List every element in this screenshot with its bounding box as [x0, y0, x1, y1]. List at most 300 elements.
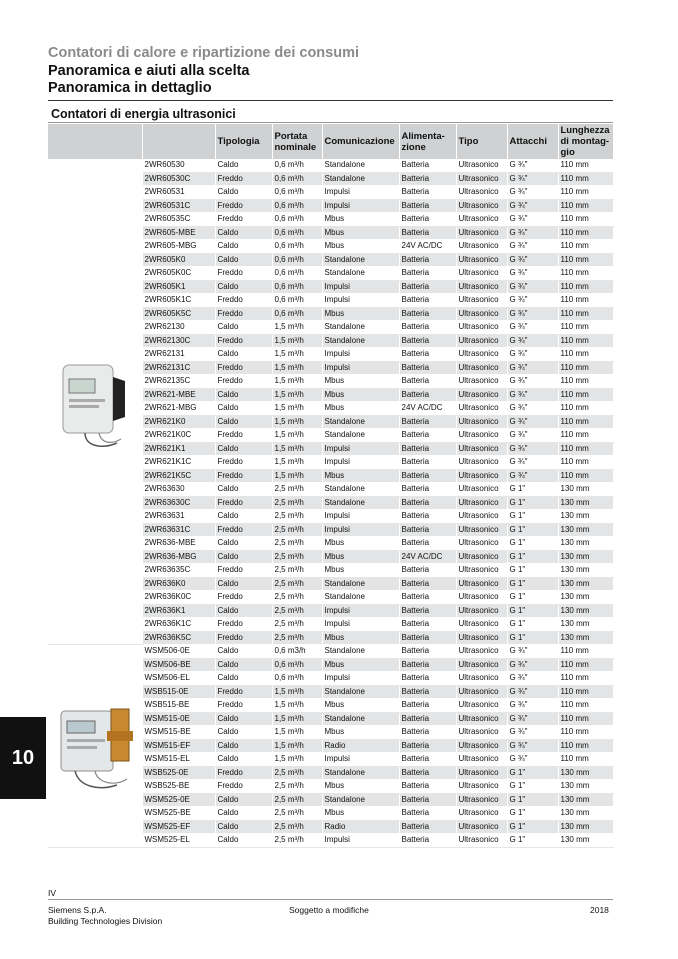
table-cell: 1,5 m³/h [272, 415, 322, 429]
table-cell: Ultrasonico [456, 280, 507, 294]
table-cell: 130 mm [558, 807, 613, 821]
table-cell: Batteria [399, 442, 456, 456]
table-cell: G ¾" [507, 415, 558, 429]
table-cell: Batteria [399, 267, 456, 281]
footer-division: Building Technologies Division [48, 916, 163, 926]
table-cell: 110 mm [558, 442, 613, 456]
table-cell: G ¾" [507, 429, 558, 443]
table-cell: 110 mm [558, 294, 613, 308]
table-header-row [48, 124, 613, 159]
table-cell: G ¾" [507, 226, 558, 240]
table-cell: Ultrasonico [456, 510, 507, 524]
table-cell: Freddo [215, 685, 272, 699]
table-cell: Caldo [215, 577, 272, 591]
table-cell: Mbus [322, 388, 399, 402]
table-cell: G 1" [507, 618, 558, 632]
product-code-cell: WSB515-BE [142, 699, 215, 713]
table-cell: 1,5 m³/h [272, 388, 322, 402]
table-cell: Batteria [399, 510, 456, 524]
table-cell: Standalone [322, 766, 399, 780]
table-cell: Freddo [215, 334, 272, 348]
table-cell: 2,5 m³/h [272, 766, 322, 780]
table-cell: Freddo [215, 564, 272, 578]
header-cell: Attacchi [507, 124, 558, 159]
table-body [48, 159, 613, 847]
table-cell: Batteria [399, 523, 456, 537]
section-title: Contatori di energia ultrasonici [51, 107, 236, 121]
table-cell: 130 mm [558, 523, 613, 537]
table-cell: Caldo [215, 658, 272, 672]
table-cell: G ¾" [507, 753, 558, 767]
table-cell: 0,6 m³/h [272, 159, 322, 172]
table-cell: 110 mm [558, 226, 613, 240]
table-cell: 110 mm [558, 672, 613, 686]
table-cell: Ultrasonico [456, 793, 507, 807]
table-cell: Freddo [215, 375, 272, 389]
table-cell: G ¾" [507, 726, 558, 740]
header-cell: Tipologia [215, 124, 272, 159]
table-cell: G ¾" [507, 348, 558, 362]
table-cell: 2,5 m³/h [272, 483, 322, 497]
table-cell: Ultrasonico [456, 577, 507, 591]
table-cell: 1,5 m³/h [272, 469, 322, 483]
table-cell: 110 mm [558, 172, 613, 186]
table-cell: 110 mm [558, 726, 613, 740]
table-cell: Ultrasonico [456, 226, 507, 240]
table-cell: G 1" [507, 564, 558, 578]
table-cell: Ultrasonico [456, 483, 507, 497]
table-cell: 110 mm [558, 388, 613, 402]
table-cell: Batteria [399, 604, 456, 618]
product-code-cell: 2WR636K0 [142, 577, 215, 591]
table-cell: 0,6 m³/h [272, 240, 322, 254]
table-cell: Impulsi [322, 348, 399, 362]
table-cell: Caldo [215, 537, 272, 551]
table-cell: Standalone [322, 577, 399, 591]
table-cell: Ultrasonico [456, 321, 507, 335]
table-cell: G ¾" [507, 172, 558, 186]
table-cell: Caldo [215, 726, 272, 740]
table-cell: Impulsi [322, 618, 399, 632]
table-cell: Standalone [322, 334, 399, 348]
table-cell: Ultrasonico [456, 240, 507, 254]
product-code-cell: WSM525-BE [142, 807, 215, 821]
table-cell: Batteria [399, 793, 456, 807]
table-cell: Batteria [399, 564, 456, 578]
table-cell: Caldo [215, 280, 272, 294]
table-cell: 110 mm [558, 321, 613, 335]
table-cell: Freddo [215, 361, 272, 375]
table-cell: Ultrasonico [456, 820, 507, 834]
table-cell: Radio [322, 820, 399, 834]
table-cell: Freddo [215, 294, 272, 308]
table-cell: Batteria [399, 334, 456, 348]
table-cell: G 1" [507, 510, 558, 524]
table-cell: Caldo [215, 388, 272, 402]
table-cell: Ultrasonico [456, 523, 507, 537]
table-cell: Impulsi [322, 604, 399, 618]
table-cell: Caldo [215, 820, 272, 834]
table-cell: 110 mm [558, 739, 613, 753]
table-cell: Ultrasonico [456, 604, 507, 618]
document-title-line1: Panoramica e aiuti alla scelta [48, 63, 250, 79]
table-cell: Ultrasonico [456, 267, 507, 281]
table-cell: Ultrasonico [456, 726, 507, 740]
table-cell: 130 mm [558, 564, 613, 578]
table-cell: Standalone [322, 253, 399, 267]
table-cell: 0,6 m³/h [272, 199, 322, 213]
table-cell: Ultrasonico [456, 834, 507, 848]
table-cell: Ultrasonico [456, 753, 507, 767]
table-cell: Standalone [322, 483, 399, 497]
table-cell: Ultrasonico [456, 618, 507, 632]
table-cell: 110 mm [558, 469, 613, 483]
table-cell: G ¾" [507, 199, 558, 213]
table-cell: Freddo [215, 631, 272, 645]
table-cell: 2,5 m³/h [272, 496, 322, 510]
table-cell: Caldo [215, 510, 272, 524]
table-cell: 1,5 m³/h [272, 685, 322, 699]
table-cell: Ultrasonico [456, 199, 507, 213]
table-cell: G 1" [507, 591, 558, 605]
table-cell: 1,5 m³/h [272, 442, 322, 456]
table-cell: G 1" [507, 537, 558, 551]
table-cell: Freddo [215, 307, 272, 321]
table-cell: G ¾" [507, 253, 558, 267]
table-cell: 2,5 m³/h [272, 807, 322, 821]
table-cell: 1,5 m³/h [272, 429, 322, 443]
table-cell: Freddo [215, 456, 272, 470]
product-code-cell: WSM506-0E [142, 645, 215, 659]
table-cell: Mbus [322, 631, 399, 645]
table-cell: 2,5 m³/h [272, 523, 322, 537]
table-cell: 1,5 m³/h [272, 726, 322, 740]
table-cell: 110 mm [558, 280, 613, 294]
chapter-tab: 10 [0, 717, 46, 799]
table-cell: G ¾" [507, 739, 558, 753]
table-cell: Standalone [322, 415, 399, 429]
table-cell: Impulsi [322, 442, 399, 456]
table-cell: 2,5 m³/h [272, 618, 322, 632]
table-cell: 110 mm [558, 361, 613, 375]
table-cell: Impulsi [322, 456, 399, 470]
table-cell: G ¾" [507, 334, 558, 348]
table-cell: 110 mm [558, 334, 613, 348]
table-cell: G 1" [507, 793, 558, 807]
table-cell: 2,5 m³/h [272, 591, 322, 605]
page-number: IV [48, 888, 57, 898]
product-code-cell: WSB525-0E [142, 766, 215, 780]
table-cell: G ¾" [507, 294, 558, 308]
product-code-cell: WSM515-EL [142, 753, 215, 767]
table-cell: Batteria [399, 429, 456, 443]
table-cell: 2,5 m³/h [272, 793, 322, 807]
table-cell: Batteria [399, 213, 456, 227]
table-cell: Batteria [399, 699, 456, 713]
header-cell: Alimenta-zione [399, 124, 456, 159]
table-cell: G 1" [507, 577, 558, 591]
table-cell: Batteria [399, 753, 456, 767]
product-code-cell: WSM515-BE [142, 726, 215, 740]
table-cell: 0,6 m³/h [272, 253, 322, 267]
header-image-cell [48, 124, 142, 159]
table-cell: Caldo [215, 253, 272, 267]
table-cell: Batteria [399, 739, 456, 753]
table-cell: Caldo [215, 739, 272, 753]
product-code-cell: WSB525-BE [142, 780, 215, 794]
table-cell: 130 mm [558, 780, 613, 794]
table-cell: 130 mm [558, 483, 613, 497]
table-cell: 1,5 m³/h [272, 712, 322, 726]
table-cell: 2,5 m³/h [272, 550, 322, 564]
table-cell: 110 mm [558, 429, 613, 443]
header-code-cell [142, 124, 215, 159]
table-cell: Batteria [399, 172, 456, 186]
table-cell: 110 mm [558, 199, 613, 213]
table-cell: Batteria [399, 361, 456, 375]
table-cell: Batteria [399, 307, 456, 321]
product-code-cell: 2WR60530C [142, 172, 215, 186]
table-cell: Standalone [322, 267, 399, 281]
footer-company: Siemens S.p.A. [48, 905, 107, 915]
table-cell: Caldo [215, 604, 272, 618]
table-cell: 1,5 m³/h [272, 739, 322, 753]
table-cell: Ultrasonico [456, 159, 507, 172]
product-code-cell: 2WR621K5C [142, 469, 215, 483]
table-cell: Batteria [399, 456, 456, 470]
table-cell: 0,6 m³/h [272, 307, 322, 321]
table-cell: 110 mm [558, 753, 613, 767]
table-cell: G 1" [507, 807, 558, 821]
table-cell: 2,5 m³/h [272, 780, 322, 794]
table-cell: Ultrasonico [456, 469, 507, 483]
table-cell: G ¾" [507, 672, 558, 686]
table-cell: Freddo [215, 267, 272, 281]
header-cell: Tipo [456, 124, 507, 159]
product-code-cell: 2WR605K1C [142, 294, 215, 308]
table-cell: 110 mm [558, 186, 613, 200]
table-cell: Caldo [215, 226, 272, 240]
table-cell: Batteria [399, 631, 456, 645]
table-cell: Ultrasonico [456, 456, 507, 470]
table-cell: Freddo [215, 523, 272, 537]
table-cell: Ultrasonico [456, 591, 507, 605]
table-cell: Batteria [399, 280, 456, 294]
table-cell: 0,6 m³/h [272, 226, 322, 240]
product-code-cell: WSM525-0E [142, 793, 215, 807]
table-cell: 110 mm [558, 375, 613, 389]
table-cell: 0,6 m³/h [272, 280, 322, 294]
product-code-cell: 2WR60531 [142, 186, 215, 200]
table-cell: Ultrasonico [456, 699, 507, 713]
table-cell: Ultrasonico [456, 739, 507, 753]
table-cell: Batteria [399, 415, 456, 429]
header-cell: Lunghezza di montag-gio [558, 124, 613, 159]
table-cell: Caldo [215, 402, 272, 416]
table-cell: 1,5 m³/h [272, 699, 322, 713]
product-code-cell: 2WR63635C [142, 564, 215, 578]
table-cell: 130 mm [558, 793, 613, 807]
table-cell: G ¾" [507, 699, 558, 713]
table-cell: Batteria [399, 577, 456, 591]
table-cell: Caldo [215, 645, 272, 659]
table-cell: Ultrasonico [456, 685, 507, 699]
table-cell: Freddo [215, 496, 272, 510]
table-cell: Radio [322, 739, 399, 753]
table-cell: 24V AC/DC [399, 240, 456, 254]
table-cell: Standalone [322, 496, 399, 510]
table-cell: Caldo [215, 672, 272, 686]
table-cell: Impulsi [322, 294, 399, 308]
table-cell: Freddo [215, 618, 272, 632]
table-cell: G 1" [507, 604, 558, 618]
table-cell: Impulsi [322, 834, 399, 848]
product-image-cell [48, 159, 142, 645]
table-cell: G ¾" [507, 442, 558, 456]
table-cell: 0,6 m³/h [272, 267, 322, 281]
table-cell: Batteria [399, 496, 456, 510]
table-cell: 130 mm [558, 591, 613, 605]
table-row [48, 159, 613, 172]
table-cell: Mbus [322, 537, 399, 551]
table-cell: Impulsi [322, 510, 399, 524]
section-rule [48, 122, 613, 123]
table-cell: 2,5 m³/h [272, 510, 322, 524]
product-code-cell: 2WR636K1C [142, 618, 215, 632]
table-cell: Freddo [215, 699, 272, 713]
table-cell: 110 mm [558, 645, 613, 659]
product-code-cell: WSB515-0E [142, 685, 215, 699]
table-cell: Freddo [215, 591, 272, 605]
footer-note: Soggetto a modifiche [289, 905, 369, 915]
table-cell: Impulsi [322, 753, 399, 767]
table-cell: Batteria [399, 658, 456, 672]
table-cell: Ultrasonico [456, 631, 507, 645]
table-cell: Caldo [215, 712, 272, 726]
table-cell: 0,6 m3/h [272, 645, 322, 659]
table-cell: Ultrasonico [456, 361, 507, 375]
table-cell: 130 mm [558, 496, 613, 510]
product-code-cell: WSM525-EF [142, 820, 215, 834]
table-cell: Mbus [322, 375, 399, 389]
table-cell: Batteria [399, 672, 456, 686]
table-cell: 110 mm [558, 267, 613, 281]
table-cell: Batteria [399, 685, 456, 699]
table-cell: Batteria [399, 834, 456, 848]
table-cell: 2,5 m³/h [272, 564, 322, 578]
header-cell: Comunicazione [322, 124, 399, 159]
table-cell: Ultrasonico [456, 766, 507, 780]
table-cell: Ultrasonico [456, 658, 507, 672]
table-cell: Ultrasonico [456, 807, 507, 821]
document-title-line2: Panoramica in dettaglio [48, 80, 212, 96]
table-cell: Batteria [399, 537, 456, 551]
table-cell: Batteria [399, 807, 456, 821]
table-cell: Ultrasonico [456, 537, 507, 551]
table-cell: 110 mm [558, 307, 613, 321]
table-cell: Freddo [215, 213, 272, 227]
table-cell: Caldo [215, 321, 272, 335]
table-cell: 110 mm [558, 712, 613, 726]
table-cell: 0,6 m³/h [272, 213, 322, 227]
table-cell: G ¾" [507, 361, 558, 375]
product-code-cell: WSM525-EL [142, 834, 215, 848]
table-cell: Mbus [322, 780, 399, 794]
table-cell: G 1" [507, 780, 558, 794]
table-cell: G 1" [507, 483, 558, 497]
table-cell: Standalone [322, 685, 399, 699]
table-cell: Impulsi [322, 361, 399, 375]
product-code-cell: 2WR60535C [142, 213, 215, 227]
table-cell: Mbus [322, 213, 399, 227]
footer-year: 2018 [590, 905, 609, 915]
table-cell: G ¾" [507, 307, 558, 321]
product-image-cell [48, 645, 142, 848]
table-cell: G 1" [507, 631, 558, 645]
table-cell: Ultrasonico [456, 388, 507, 402]
table-cell: Mbus [322, 402, 399, 416]
table-cell: 2,5 m³/h [272, 604, 322, 618]
table-cell: Ultrasonico [456, 415, 507, 429]
table-cell: Ultrasonico [456, 429, 507, 443]
table-cell: G ¾" [507, 469, 558, 483]
table-cell: Ultrasonico [456, 307, 507, 321]
table-cell: G ¾" [507, 645, 558, 659]
table-cell: 1,5 m³/h [272, 456, 322, 470]
product-code-cell: 2WR63630C [142, 496, 215, 510]
table-cell: 0,6 m³/h [272, 172, 322, 186]
table-cell: 110 mm [558, 348, 613, 362]
table-cell: Ultrasonico [456, 172, 507, 186]
table-cell: Caldo [215, 793, 272, 807]
table-cell: 24V AC/DC [399, 550, 456, 564]
table-cell: 110 mm [558, 658, 613, 672]
product-code-cell: 2WR60531C [142, 199, 215, 213]
table-cell: 110 mm [558, 699, 613, 713]
table-cell: Freddo [215, 172, 272, 186]
product-code-cell: 2WR605K0C [142, 267, 215, 281]
table-cell: 130 mm [558, 766, 613, 780]
table-cell: Ultrasonico [456, 294, 507, 308]
table-cell: Mbus [322, 726, 399, 740]
product-code-cell: WSM515-0E [142, 712, 215, 726]
table-cell: Batteria [399, 469, 456, 483]
product-code-cell: 2WR63631C [142, 523, 215, 537]
table-cell: Batteria [399, 712, 456, 726]
table-cell: 130 mm [558, 631, 613, 645]
table-cell: Caldo [215, 442, 272, 456]
table-cell: 130 mm [558, 537, 613, 551]
table-cell: Caldo [215, 550, 272, 564]
header-rule [48, 100, 613, 101]
ultrasonic-heat-meter-wsm-image [48, 691, 142, 801]
table-cell: G ¾" [507, 321, 558, 335]
product-code-cell: 2WR62130C [142, 334, 215, 348]
product-code-cell: 2WR63631 [142, 510, 215, 524]
product-code-cell: 2WR60530 [142, 159, 215, 172]
table-cell: 110 mm [558, 159, 613, 172]
table-cell: Mbus [322, 564, 399, 578]
table-cell: G 1" [507, 820, 558, 834]
table-cell: 0,6 m³/h [272, 186, 322, 200]
product-code-cell: 2WR621-MBG [142, 402, 215, 416]
product-code-cell: 2WR605K5C [142, 307, 215, 321]
table-cell: Standalone [322, 429, 399, 443]
product-code-cell: 2WR605-MBE [142, 226, 215, 240]
table-cell: Batteria [399, 780, 456, 794]
table-cell: Ultrasonico [456, 672, 507, 686]
table-cell: Ultrasonico [456, 550, 507, 564]
